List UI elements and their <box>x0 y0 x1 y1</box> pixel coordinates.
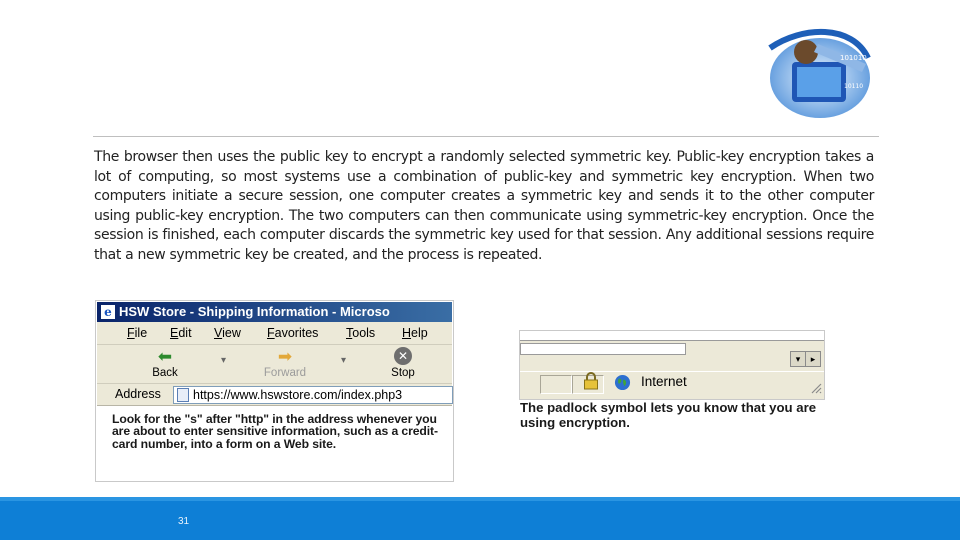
statusbar-figure-caption: The padlock symbol lets you know that you are using encryption. <box>520 400 817 430</box>
address-value: https://www.hswstore.com/index.php3 <box>193 388 403 402</box>
scroll-left-icon[interactable]: ▾ <box>790 351 806 367</box>
status-pane <box>540 375 572 394</box>
browser-menu-bar <box>97 322 452 345</box>
stop-icon: ✕ <box>394 347 412 365</box>
page-icon <box>177 388 189 402</box>
back-dropdown-icon[interactable]: ▾ <box>221 355 227 366</box>
menu-help[interactable]: Help <box>402 326 428 340</box>
forward-dropdown-icon[interactable]: ▾ <box>341 355 347 366</box>
forward-button[interactable] <box>255 347 315 379</box>
browser-title-bar <box>97 302 452 322</box>
menu-edit[interactable]: Edit <box>170 326 192 340</box>
menu-tools[interactable]: Tools <box>346 326 376 340</box>
horizontal-scroll-arrows <box>790 351 820 365</box>
internet-explorer-icon: e <box>101 305 115 319</box>
stop-button[interactable] <box>383 347 423 379</box>
resize-grip-icon[interactable] <box>810 382 822 394</box>
scroll-right-icon[interactable]: ▸ <box>805 351 821 367</box>
back-arrow-icon: ⬅ <box>157 347 173 366</box>
address-input[interactable] <box>173 386 453 404</box>
footer-highlight-strip <box>0 497 960 501</box>
browser-status-bar <box>520 371 824 396</box>
statusbar-screenshot-figure <box>519 330 825 400</box>
address-label: Address <box>115 387 161 401</box>
browser-title: HSW Store - Shipping Information - Microso <box>119 304 390 319</box>
padlock-icon <box>582 372 600 390</box>
slide-number: 31 <box>178 516 190 527</box>
browser-screenshot-figure <box>95 300 454 482</box>
forward-arrow-icon: ➡ <box>277 347 293 366</box>
back-label: Back <box>152 367 178 379</box>
svg-text:101010: 101010 <box>840 54 867 62</box>
header-divider <box>93 136 879 137</box>
browser-figure-caption: Look for the "s" after "http" in the address whenever you are about to enter sensitive information, such as a credit-card number, into a form on a Web site. <box>112 412 438 451</box>
slide-body-text: The browser then uses the public key to encrypt a randomly selected symmetric key. Public-key encryption takes a lot of computing, so most systems use a combination of public-key and symmetric key encryption. When two computers initiate a secure session, one computer creates a symmetric key and sends it to the other computer using public-key encryption. The two computers can then communicate using symmetric-key encryption. Once the session is finished, each computer discards the symmetric key used for that session. Any additional sessions require that a new symmetric key be created, and the process is repeated. <box>94 149 874 263</box>
menu-view[interactable]: View <box>214 326 241 340</box>
browser-toolbar <box>97 345 452 384</box>
slide-footer-bar <box>0 497 960 540</box>
security-logo-icon <box>762 28 874 120</box>
address-bar <box>97 384 452 406</box>
stop-label: Stop <box>391 367 415 379</box>
back-button[interactable] <box>145 347 185 379</box>
menu-file[interactable]: File <box>127 326 148 340</box>
forward-label: Forward <box>263 367 307 379</box>
menu-favorites[interactable]: Favorites <box>267 326 319 340</box>
statusbar-field <box>520 343 686 355</box>
security-zone-label: Internet <box>641 374 687 389</box>
internet-globe-icon <box>614 374 631 391</box>
statusbar-top-strip <box>520 331 824 341</box>
svg-text:10110: 10110 <box>844 83 864 90</box>
